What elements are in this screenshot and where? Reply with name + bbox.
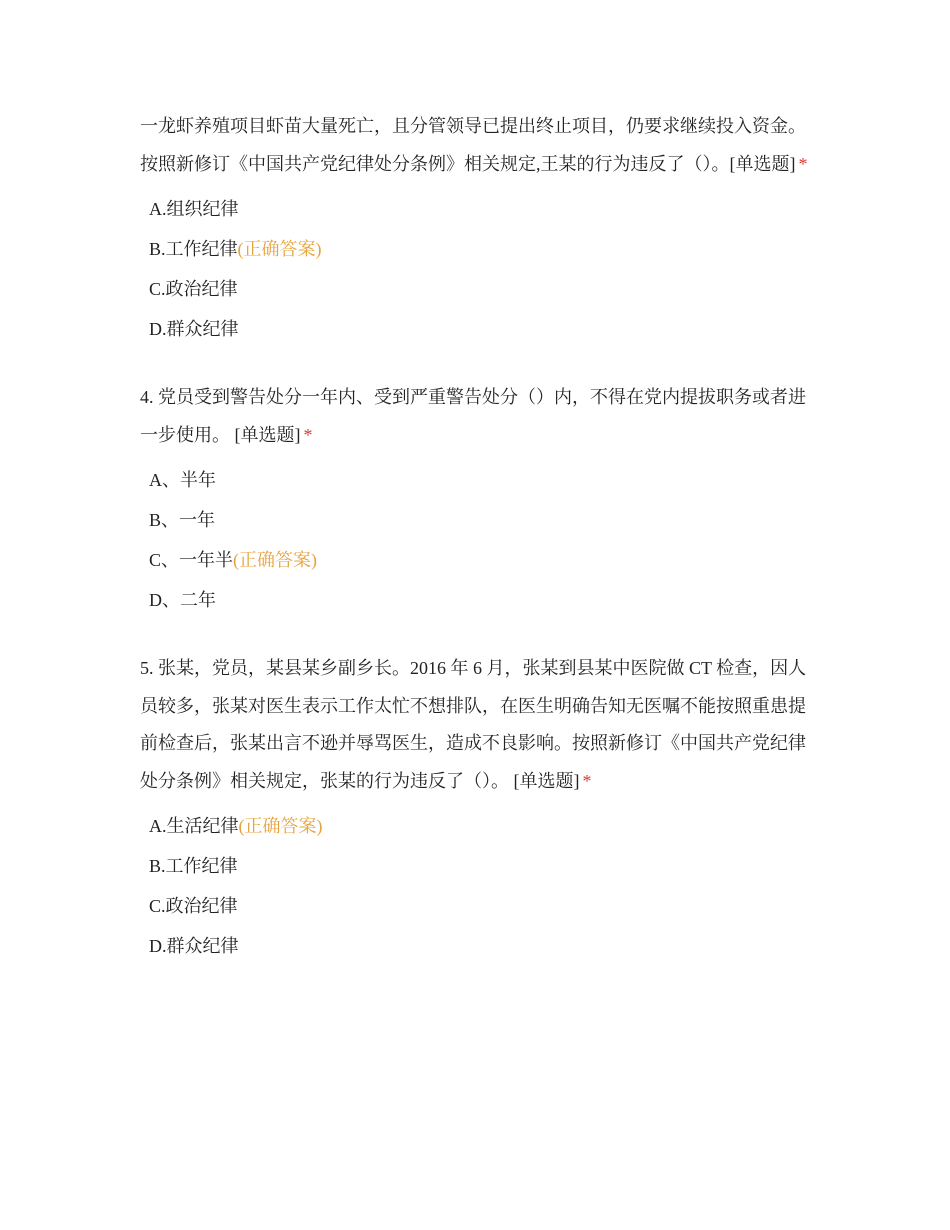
option-b[interactable]	[140, 229, 812, 269]
option-b[interactable]	[140, 846, 812, 886]
option-label: D.群众纪律	[149, 319, 239, 339]
option-c[interactable]	[140, 269, 812, 309]
required-marker: *	[798, 153, 808, 174]
question-text: 4. 党员受到警告处分一年内、受到严重警告处分（）内，不得在党内提拔职务或者进一步使用。 [单选题] *	[140, 387, 806, 445]
option-label: B、一年	[149, 510, 216, 530]
question-text: 一龙虾养殖项目虾苗大量死亡，且分管领导已提出终止项目，仍要求继续投入资金。按照新修订《中国共产党纪律处分条例》相关规定,王某的行为违反了（）。[单选题] *	[140, 116, 808, 174]
option-a[interactable]	[140, 806, 812, 846]
question-block	[140, 650, 812, 966]
option-c[interactable]	[140, 886, 812, 926]
option-a[interactable]	[140, 460, 812, 500]
question-block	[140, 379, 812, 620]
option-label: C、一年半	[149, 550, 234, 570]
option-a[interactable]	[140, 189, 812, 229]
option-c[interactable]	[140, 540, 812, 580]
document-page	[140, 108, 812, 996]
option-d[interactable]	[140, 309, 812, 349]
correct-answer-tag: (正确答案)	[237, 239, 322, 259]
option-label: B.工作纪律	[149, 856, 238, 876]
option-label: C.政治纪律	[149, 896, 238, 916]
required-marker: *	[582, 770, 592, 791]
option-label: D.群众纪律	[149, 936, 239, 956]
required-marker: *	[303, 424, 313, 445]
option-b[interactable]	[140, 500, 812, 540]
question-block	[140, 108, 812, 349]
option-label: A.生活纪律	[149, 816, 239, 836]
question-text: 5. 张某，党员，某县某乡副乡长。2016 年 6 月，张某到县某中医院做 CT 检查，因人员较多，张某对医生表示工作太忙不想排队，在医生明确告知无医嘱不能按照重患提前检查后，张某出言不逊并辱骂医生，造成不良影响。按照新修订《中国共产党纪律处分条例》相关规定，张某的行为违反了（）。 [单选题] *	[140, 658, 807, 791]
option-d[interactable]	[140, 580, 812, 620]
option-d[interactable]	[140, 926, 812, 966]
correct-answer-tag: (正确答案)	[233, 550, 318, 570]
option-label: A、半年	[149, 470, 216, 490]
option-label: A.组织纪律	[149, 199, 239, 219]
option-label: C.政治纪律	[149, 279, 238, 299]
correct-answer-tag: (正确答案)	[238, 816, 323, 836]
option-label: D、二年	[149, 590, 216, 610]
option-label: B.工作纪律	[149, 239, 238, 259]
